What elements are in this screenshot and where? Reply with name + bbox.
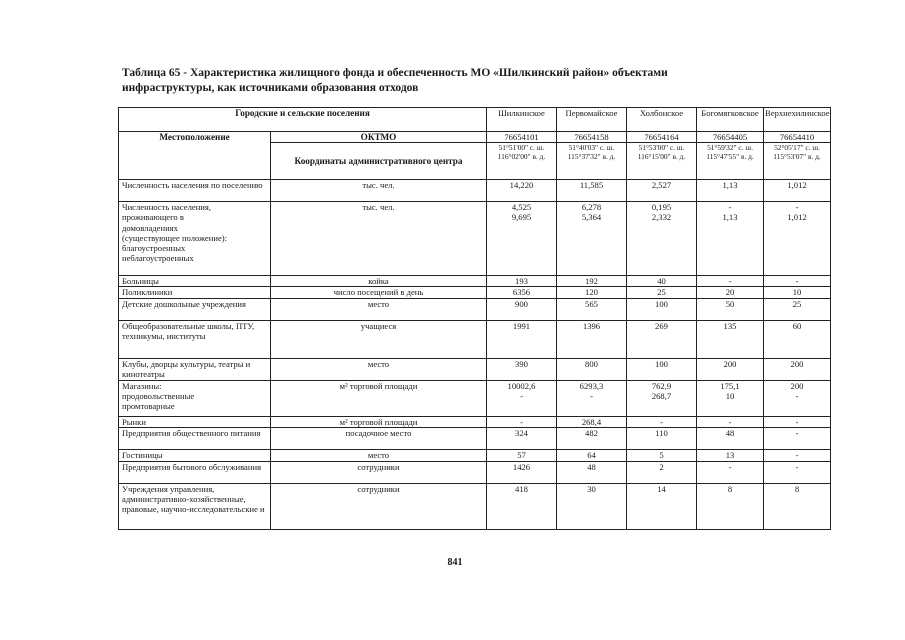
cell-line: - [590,390,593,401]
column-header: Первомайское [557,108,627,132]
coords-header: Координаты административного центра [271,143,487,180]
cell-line: - [728,202,732,213]
row-label: Клубы, дворцы культуры, театры и кинотеатры [119,358,271,380]
table-row [119,108,831,132]
cell-line: 1,012 [787,212,807,223]
table-row [119,298,831,320]
cell-value: - [764,449,831,461]
location-header: Местоположение [119,132,271,180]
cell-value: 1991 [487,320,557,358]
cell-line: 175,1 [720,380,740,391]
cell-value: 200 [697,358,764,380]
cell-value: 8 [697,483,764,529]
cell-line: 762,9 [651,380,672,391]
cell-value: 135 [697,320,764,358]
cell-value: 193 [487,276,557,287]
table-row [119,287,831,298]
cell-value: 20 [697,287,764,298]
cell-line: 4,525 [511,202,532,213]
column-header: Шилкинское [487,108,557,132]
table-row [119,483,831,529]
cell-value: 1396 [557,320,627,358]
cell-value: 50 [697,298,764,320]
row-label: Учреждения управления, административно-хозяйственные, правовые, научно-исследовательские и [119,483,271,529]
cell-value: 60 [764,320,831,358]
cell-value [764,202,831,276]
cell-value: - [764,461,831,483]
row-label: Гостиницы [119,449,271,461]
cell-value: 30 [557,483,627,529]
row-unit: учащиеся [271,320,487,358]
row-label: Рынки [119,416,271,427]
cell-line: - [520,390,523,401]
coords-value: 51°51'00" с. ш. 116°02'00" в. д. [487,143,557,180]
cell-value: 1,012 [764,180,831,202]
row-unit: м² торговой площади [271,380,487,416]
oktmo-value: 76654158 [557,132,627,143]
cell-value: - [764,427,831,449]
cell-value: 25 [764,298,831,320]
cell-value [764,380,831,416]
cell-value [557,380,627,416]
cell-line: 1,13 [722,212,738,223]
cell-value: 8 [764,483,831,529]
row-unit: посадочное место [271,427,487,449]
cell-value: 268,4 [557,416,627,427]
cell-value: - [697,276,764,287]
cell-value: 800 [557,358,627,380]
cell-line: 6,278 [581,202,602,213]
row-label: Поликлиники [119,287,271,298]
cell-line: 268,7 [651,390,672,401]
cell-value [627,202,697,276]
cell-value: 2,527 [627,180,697,202]
row-unit: м² торговой площади [271,416,487,427]
cell-value: 100 [627,298,697,320]
cell-value [697,202,764,276]
cell-value [487,202,557,276]
cell-value: 40 [627,276,697,287]
row-unit: место [271,449,487,461]
row-unit: сотрудники [271,461,487,483]
table-row [119,461,831,483]
row-label-line: Магазины: [122,380,162,391]
cell-line: 0,195 [651,202,672,213]
cell-line: 5,364 [581,212,602,223]
cell-value: 269 [627,320,697,358]
row-label: Общеобразовательные школы, ПТУ, техникумы, институты [119,320,271,358]
cell-value: - [487,416,557,427]
cell-line: 9,695 [511,212,532,223]
cell-value: 11,585 [557,180,627,202]
oktmo-value: 76654405 [697,132,764,143]
cell-value [697,380,764,416]
row-label-line: благоустроенных [122,243,186,254]
cell-line: 6293,3 [579,380,604,391]
cell-value: 25 [627,287,697,298]
row-unit: тыс. чел. [271,180,487,202]
row-label-line: проживающего в [122,212,184,223]
cell-value: 110 [627,427,697,449]
cell-value: 565 [557,298,627,320]
cell-value: 900 [487,298,557,320]
row-label: Детские дошкольные учреждения [119,298,271,320]
table-row [119,180,831,202]
oktmo-value: 76654101 [487,132,557,143]
cell-value: 14 [627,483,697,529]
row-label: Предприятия бытового обслуживания [119,461,271,483]
oktmo-value: 76654410 [764,132,831,143]
column-header: Верхнехилинское [764,108,831,132]
table-row [119,416,831,427]
row-label-line: неблагоустроенных [122,253,194,264]
oktmo-value: 76654164 [627,132,697,143]
cell-value [557,202,627,276]
table-row [119,380,831,416]
cell-value: - [764,276,831,287]
cell-value: 2 [627,461,697,483]
row-label-line: (существующее положение): [122,232,228,243]
row-unit: число посещений в день [271,287,487,298]
coords-value: 51°53'00" с. ш. 116°15'00" в. д. [627,143,697,180]
cell-value: 482 [557,427,627,449]
table-row [119,449,831,461]
row-label: Численность населения по поселению [119,180,271,202]
row-label-line: промтоварные [122,401,175,412]
row-label [119,202,271,276]
table-row [119,202,831,276]
cell-value [487,380,557,416]
row-unit: место [271,298,487,320]
cell-line: 10002,6 [507,380,536,391]
table-caption: Таблица 65 - Характеристика жилищного фонда и обеспеченность МО «Шилкинский район» объектами инфраструктуры, как источниками образования отходов [122,67,668,94]
settlements-header: Городские и сельские поселения [119,108,487,132]
table-row [119,276,831,287]
page-number: 841 [447,557,463,568]
row-label-line: Численность населения, [122,202,211,213]
oktmo-header: ОКТМО [271,132,487,143]
table-row [119,320,831,358]
cell-line: 2,332 [651,212,672,223]
cell-value: 57 [487,449,557,461]
cell-value: 418 [487,483,557,529]
cell-value: 1,13 [697,180,764,202]
table-row [119,427,831,449]
cell-value [627,380,697,416]
row-label-line: продовольственные [122,390,195,401]
cell-value: 10 [764,287,831,298]
cell-value: 1426 [487,461,557,483]
cell-value: 120 [557,287,627,298]
column-header: Холбонское [627,108,697,132]
cell-value: - [697,461,764,483]
cell-value: - [764,416,831,427]
row-label [119,380,271,416]
row-unit: место [271,358,487,380]
infrastructure-table [118,107,831,530]
cell-value: 390 [487,358,557,380]
table-row [119,358,831,380]
cell-value: 200 [764,358,831,380]
cell-value: - [697,416,764,427]
row-label: Больницы [119,276,271,287]
cell-value: 13 [697,449,764,461]
cell-line: - [795,202,799,213]
cell-value: - [627,416,697,427]
cell-value: 5 [627,449,697,461]
cell-value: 14,220 [487,180,557,202]
row-label: Предприятия общественного питания [119,427,271,449]
row-unit: тыс. чел. [271,202,487,276]
coords-value: 52°05'17" с. ш. 115°53'07" в. д. [764,143,831,180]
row-unit: койка [271,276,487,287]
column-header: Богомягковское [697,108,764,132]
cell-value: 192 [557,276,627,287]
cell-line: 10 [725,390,735,401]
cell-line: 200 [790,380,804,391]
row-unit: сотрудники [271,483,487,529]
coords-value: 51°40'03" с. ш. 115°37'32" в. д. [557,143,627,180]
row-label-line: домовладениях [122,222,178,233]
cell-value: 48 [697,427,764,449]
cell-value: 48 [557,461,627,483]
cell-value: 6356 [487,287,557,298]
coords-value: 51°59'32" с. ш. 115°47'55" в. д. [697,143,764,180]
table-row [119,132,831,143]
cell-line: - [795,390,799,401]
cell-value: 64 [557,449,627,461]
cell-value: 100 [627,358,697,380]
cell-value: 324 [487,427,557,449]
